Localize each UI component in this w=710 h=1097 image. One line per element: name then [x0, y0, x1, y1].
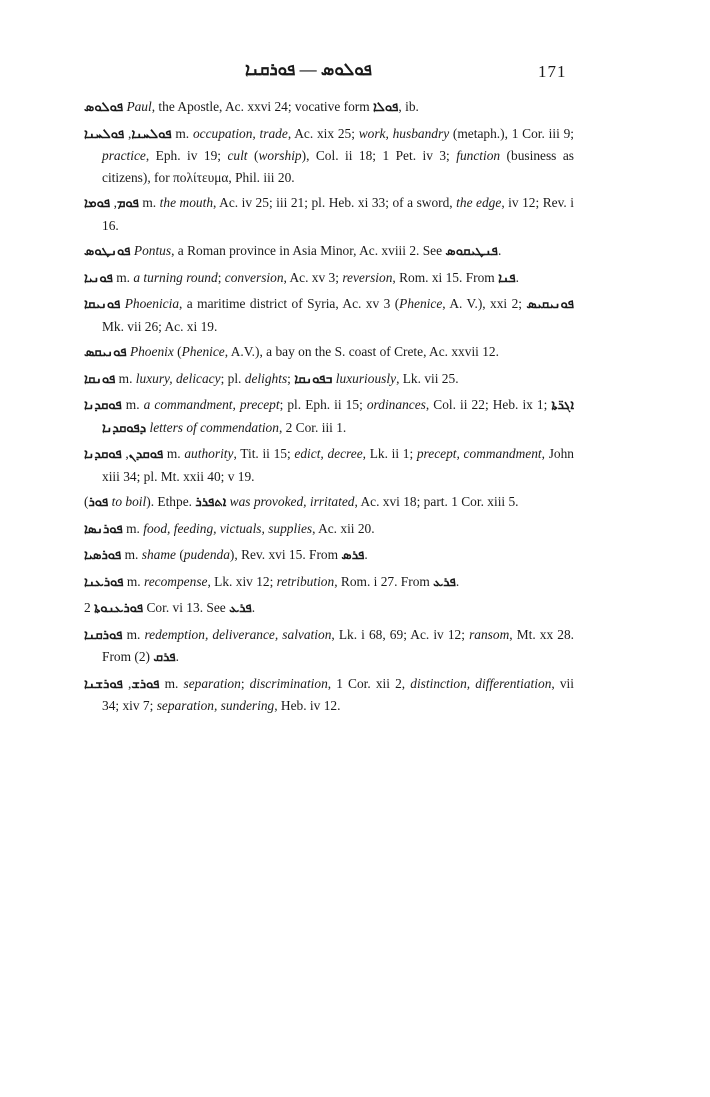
syriac-headword: ܦܘܠܐ [373, 100, 399, 115]
dictionary-entry: ܦܘܢܝܩܐ Phoenicia, a maritime district of Syria, Ac. xv 3 (Phenice, A. V.), xxi 2; ܦܘܢܝܩܝܣ Mk. vii 26; Ac. xi 19. [84, 296, 574, 334]
dictionary-entry: ܦܘܩܕܢ, ܦܘܩܕܢܐ m. authority, Tit. ii 15; edict, decree, Lk. ii 1; precept, commandment, John xiii 34; pl. Mt. xxii 40; v 19. [84, 446, 574, 484]
page-number: 171 [538, 62, 567, 81]
syriac-headword: ܦܘܠܚܢܐ [84, 126, 125, 142]
syriac-headword: ܦܘܢܝܩܝܣ [526, 297, 574, 312]
running-title: ܦܘܠܘܣ — ܦܘܪܩܢܐ [245, 60, 372, 79]
syriac-headword: ܦܘܪܥܢܘܬܐ [94, 601, 144, 616]
syriac-headword: ܦܘܢܝܩܐ [84, 297, 121, 312]
dictionary-entry: ܦܘܢܩܐ m. luxury, delicacy; pl. delights; ܒܦܘܢܩܐ luxuriously, Lk. vii 25. [84, 370, 459, 387]
syriac-headword: ܦܘܪܫܢܐ [84, 676, 123, 692]
dictionary-entry: (ܦܘܪ to boil). Ethpe. ܐܬܦܪܪ was provoked, irritated, Ac. xvi 18; part. 1 Cor. xiii 5. [84, 494, 519, 510]
syriac-headword: ܦܘܢܛܘܣ [84, 244, 131, 259]
syriac-headword: ܦܘܠܘܣ [84, 100, 124, 115]
syriac-headword: ܦܪܩ [153, 650, 176, 665]
running-head [0, 60, 710, 84]
syriac-headword: ܦܘܪ [88, 495, 109, 510]
syriac-headword: ܦܘܢܩܐ [84, 371, 116, 387]
syriac-headword: ܐܓܪ̈ܬܐ ܕܦܘܩܕܢܐ [102, 398, 574, 436]
syriac-headword: ܦܪܣ [341, 548, 365, 563]
dictionary-entry: ܦܘܡ, ܦܘܡܐ m. the mouth, Ac. iv 25; iii 21; pl. Heb. xi 33; of a sword, the edge, iv 12; Rev. i 16. [84, 195, 575, 233]
syriac-headword: ܦܘܠܚܢܐ [131, 126, 172, 142]
syriac-headword: ܦܘܡ [116, 196, 139, 211]
syriac-headword: ܦܘܢܝܐ [84, 270, 113, 286]
entry-list [84, 96, 574, 721]
syriac-headword: ܦܢܛܝܩܘܣ [445, 244, 498, 259]
syriac-headword: ܦܘܩܕܢܐ [84, 447, 122, 462]
syriac-headword: ܦܘܪܥܢܐ [84, 574, 124, 590]
dictionary-entry: ܦܘܢܝܩܣ Phoenix (Phenice, A.V.), a bay on the S. coast of Crete, Ac. xxvii 12. [84, 344, 499, 360]
syriac-headword: ܦܘܡܐ [84, 196, 111, 211]
syriac-headword: ܦܘܪܣܝܐ [84, 548, 122, 563]
syriac-headword: ܦܘܪܫ [131, 676, 160, 692]
syriac-headword: ܦܘܩܕܢ [128, 447, 164, 462]
syriac-headword: ܦܢܐ [498, 270, 516, 286]
syriac-headword: ܦܪܥ [433, 574, 456, 590]
syriac-headword: ܦܘܢܝܩܣ [84, 345, 127, 360]
dictionary-entry: ܦܘܪܩܢܐ m. redemption, deliverance, salvation, Lk. i 68, 69; Ac. iv 12; ransom, Mt. xx 28. From ܦܪܩ (2). [84, 626, 574, 665]
syriac-headword: ܐܬܦܪܪ [195, 495, 227, 510]
dictionary-entry: ܦܘܠܚܢܐ, ܦܘܠܚܢܐ m. occupation, trade, Ac. xix 25; work, husbandry (metaph.), 1 Cor. iii 9; practice, Eph. iv 19; cult (worship), Col. ii 18; 1 Pet. iv 3; function (business as citizens), for πολίτευμα, Phil. iii 20. [84, 125, 574, 185]
syriac-headword: ܒܦܘܢܩܐ [294, 371, 333, 387]
dictionary-entry: ܦܘܠܘܣ Paul, the Apostle, Ac. xxvi 24; vocative form ܦܘܠܐ, ib. [84, 99, 419, 115]
dictionary-entry: ܦܘܢܛܘܣ Pontus, a Roman province in Asia Minor, Ac. xviii 2. See ܦܢܛܝܩܘܣ. [84, 243, 502, 259]
dictionary-entry: ܦܘܢܝܐ m. a turning round; conversion, Ac. xv 3; reversion, Rom. xi 15. From ܦܢܐ. [84, 269, 519, 286]
dictionary-entry: ܦܘܪܢܣܐ m. food, feeding, victuals, supplies, Ac. xii 20. [84, 520, 375, 537]
dictionary-entry: ܦܘܩܕܢܐ m. a commandment, precept; pl. Eph. ii 15; ordinances, Col. ii 22; Heb. ix 1; ܐܓܪ̈ܬܐ ܕܦܘܩܕܢܐ letters of commendation, 2 Cor. iii 1. [84, 397, 574, 436]
syriac-headword: ܦܘܪܩܢܐ [84, 627, 123, 643]
syriac-headword: ܦܘܪܢܣܐ [84, 521, 123, 537]
syriac-headword: ܦܘܩܕܢܐ [84, 398, 122, 413]
syriac-headword: ܦܪܥ [229, 601, 252, 616]
dictionary-entry: ܦܘܪܥܢܐ m. recompense, Lk. xiv 12; retribution, Rom. i 27. From ܦܪܥ. [84, 573, 460, 590]
dictionary-entry: ܦܘܪܫ, ܦܘܪܫܢܐ m. separation; discrimination, 1 Cor. xii 2, distinction, differentiation, vii 34; xiv 7; separation, sundering, Heb. iv 12. [84, 675, 574, 713]
dictionary-entry: ܦܘܪܣܝܐ m. shame (pudenda), Rev. xvi 15. From ܦܪܣ. [84, 547, 368, 563]
dictionary-entry: ܦܘܪܥܢܘܬܐ 2 Cor. vi 13. See ܦܪܥ. [84, 600, 256, 616]
